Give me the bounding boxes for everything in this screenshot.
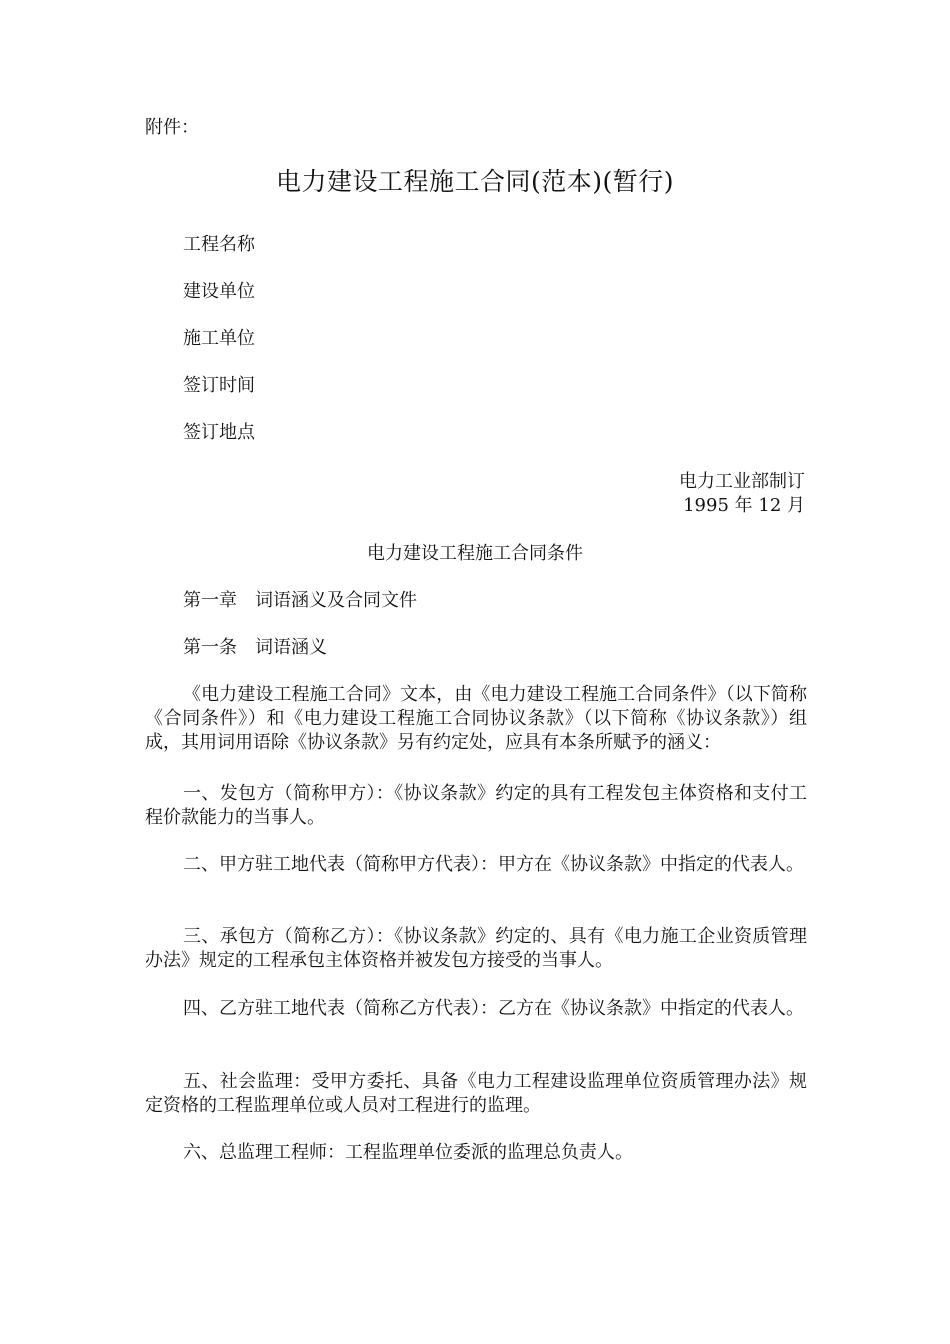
issue-date: 1995 年 12 月 [683,495,805,516]
article-heading: 第一条 词语涵义 [183,637,327,658]
paragraph-definition-6: 六、总监理工程师：工程监理单位委派的监理总负责人。 [183,1142,633,1163]
issuer-block [679,470,805,518]
paragraph-intro: 《电力建设工程施工合同》文本，由《电力建设工程施工合同条件》（以下简称《合同条件》）和《电力建设工程施工合同协议条款》（以下简称《协议条款》）组成，其用词用语除《协议条款》另有约定处，应具有本条所赋予的涵义： [145,684,807,753]
chapter-heading: 第一章 词语涵义及合同文件 [183,590,417,611]
paragraph-definition-1: 一、发包方（简称甲方）：《协议条款》约定的具有工程发包主体资格和支付工程价款能力的当事人。 [145,783,807,828]
paragraph-definition-3: 三、承包方（简称乙方）：《协议条款》约定的、具有《电力施工企业资质管理办法》规定的工程承包主体资格并被发包方接受的当事人。 [145,926,807,971]
field-signing-place: 签订地点 [183,422,255,443]
contract-title: 电力建设工程施工合同(范本)(暂行) [275,167,674,196]
field-owner-unit: 建设单位 [183,281,255,302]
paragraph-definition-2: 二、甲方驻工地代表（简称甲方代表）：甲方在《协议条款》中指定的代表人。 [183,854,804,875]
attachment-label: 附件： [145,117,199,138]
conditions-subtitle: 电力建设工程施工合同条件 [367,543,583,564]
field-signing-date: 签订时间 [183,375,255,396]
paragraph-definition-5: 五、社会监理：受甲方委托、具备《电力工程建设监理单位资质管理办法》规定资格的工程监理单位或人员对工程进行的监理。 [145,1071,807,1116]
issuer-name: 电力工业部制订 [679,471,805,492]
field-project-name: 工程名称 [183,234,255,255]
field-contractor-unit: 施工单位 [183,328,255,349]
paragraph-definition-4: 四、乙方驻工地代表（简称乙方代表）：乙方在《协议条款》中指定的代表人。 [183,998,804,1019]
